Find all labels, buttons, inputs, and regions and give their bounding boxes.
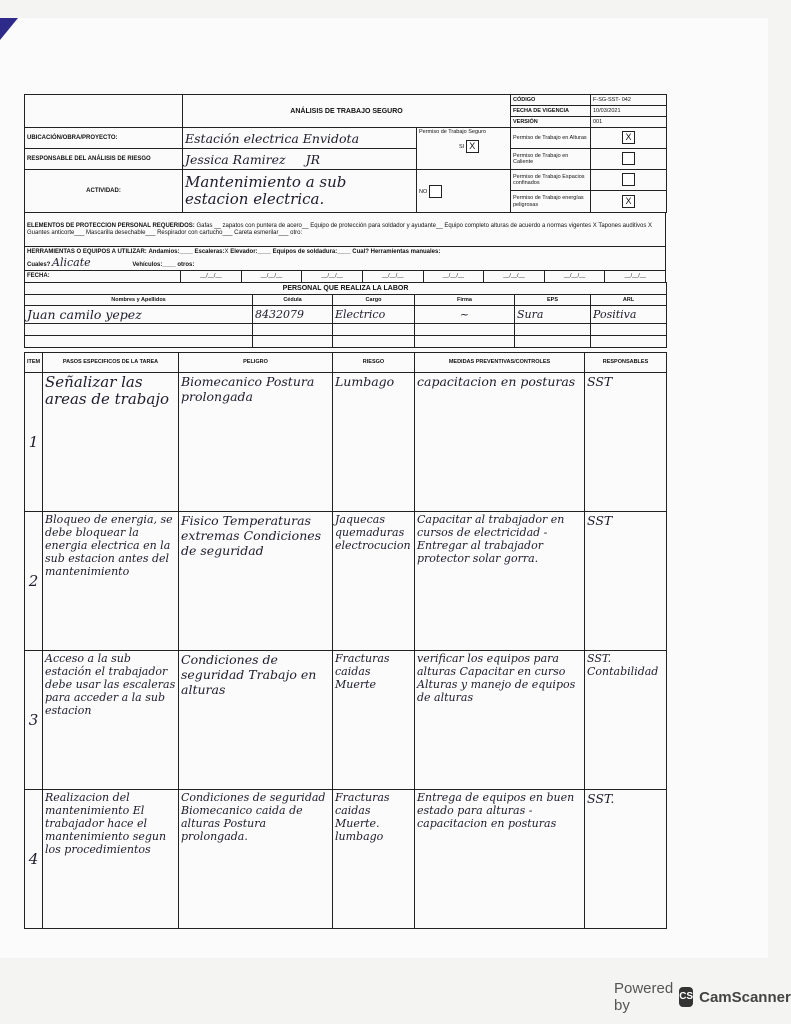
epp-mark-2: X [648,222,653,229]
personal-header-cargo: Cargo [333,295,415,306]
personal-empty-cell [415,324,515,336]
herramientas-label: HERRAMIENTAS O EQUIPOS A UTILIZAR: [27,248,147,255]
personal-empty-cell [515,324,591,336]
personal-empty-cell [253,324,333,336]
personal-empty-cell [515,336,591,348]
herramientas-cell [25,247,666,271]
task-item: 2 [25,512,43,651]
si-label: SI [459,143,465,150]
permiso-seguro-label: Permiso de Trabajo Seguro [419,129,486,135]
task-paso: Bloqueo de energia, se debe bloquear la energia electrica en la sub estacion antes del mantenimiento [43,512,179,651]
task-riesgo: Fracturas caidas Muerte. lumbago [333,790,415,929]
scanned-sheet [0,18,768,958]
personal-firma: ~ [415,306,515,324]
epp-table [24,212,666,271]
fecha-label: FECHA: [25,271,181,283]
task-peligro: Condiciones de seguridad Trabajo en alturas [179,651,333,790]
task-paso: Señalizar las areas de trabajo [43,373,179,512]
tasks-header-peligro: PELIGRO [179,353,333,373]
permiso-alturas-checkbox[interactable]: X [622,131,635,144]
permiso-caliente-box-cell [591,149,667,170]
personal-empty-cell [591,324,667,336]
task-peligro: Biomecanico Postura prolongada [179,373,333,512]
personal-header-cedula: Cédula [253,295,333,306]
permiso-no-cell [417,170,511,213]
fecha-slot-5: __/__/__ [423,271,484,283]
task-responsables: SST [585,373,667,512]
form-title: ANÁLISIS DE TRABAJO SEGURO [183,95,511,128]
task-responsables: SST. [585,790,667,929]
fecha-slot-1: __/__/__ [181,271,242,283]
personal-header-eps: EPS [515,295,591,306]
epp-text-3: Guantes anticorte___ Mascarilla desechable___ Respirador con cartucho___ Careta esmerilar___ otro: [27,229,303,236]
fecha-slot-8: __/__/__ [605,271,666,283]
personal-title: PERSONAL QUE REALIZA LA LABOR [25,283,667,295]
version-label: VERSIÓN [511,117,591,128]
permiso-alturas-box-cell [591,128,667,149]
task-medidas: capacitacion en posturas [415,373,585,512]
personal-cedula: 8432079 [253,306,333,324]
tasks-table [24,352,667,929]
epp-mark-1: X [592,222,597,229]
fecha-slot-6: __/__/__ [484,271,545,283]
escaleras-field: Escaleras: [194,248,225,255]
table-row [25,512,667,651]
otros-field: otros: [177,261,195,268]
task-paso: Acceso a la sub estación el trabajador debe usar las escaleras para acceder a la sub estacion [43,651,179,790]
ats-form [24,94,666,929]
permiso-energias-box-cell [591,191,667,213]
actividad-label: ACTIVIDAD: [25,170,183,213]
tasks-header-riesgo: RIESGO [333,353,415,373]
tasks-header-medidas: MEDIDAS PREVENTIVAS/CONTROLES [415,353,585,373]
ubicacion-label: UBICACIÓN/OBRA/PROYECTO: [25,128,183,149]
soldadura-field: Equipos de soldadura:____ [272,248,351,255]
camscanner-logo-icon: CS [679,987,693,1007]
responsable-signature: JR [305,151,321,167]
permiso-confinados-box-cell [591,170,667,191]
permiso-energias-label: Permiso de Trabajo energías peligrosas [511,191,591,213]
cual-field: Cual? [352,248,369,255]
task-item: 1 [25,373,43,512]
personal-empty-cell [333,336,415,348]
tasks-header-item: ITEM [25,353,43,373]
personal-header-arl: ARL [591,295,667,306]
si-checkbox[interactable]: X [466,140,479,153]
cuales-value: Alicate [52,255,91,269]
escaleras-mark: X [224,248,229,255]
permiso-confinados-label: Permiso de Trabajo Espacios confinados [511,170,591,191]
actividad-value: Mantenimiento a sub estacion electrica. [183,170,417,213]
codigo-value: F-SG-SST- 042 [591,95,667,106]
cuales-label: Cuales? [27,261,51,268]
personal-arl: Positiva [591,306,667,324]
powered-by-text: Powered by [614,980,674,1014]
permiso-seguro-cell [417,128,511,170]
task-peligro: Condiciones de seguridad Biomecanico caida de alturas Postura prolongada. [179,790,333,929]
fecha-vigencia-value: 10/03/2021 [591,106,667,117]
personal-nombre: Juan camilo yepez [25,306,253,324]
task-riesgo: Lumbago [333,373,415,512]
personal-eps: Sura [515,306,591,324]
tasks-header-pasos: PASOS ESPECIFICOS DE LA TAREA [43,353,179,373]
no-checkbox[interactable] [429,185,442,198]
andamios-field: Andamios:____ [148,248,193,255]
task-riesgo: Jaquecas quemaduras electrocucion [333,512,415,651]
permiso-caliente-label: Permiso de Trabajo en Caliente [511,149,591,170]
fecha-vigencia-label: FECHA DE VIGENCIA [511,106,591,117]
logo-cell [25,95,183,128]
fecha-slot-7: __/__/__ [544,271,605,283]
epp-text-2: Tapones auditivos [598,222,647,229]
permiso-confinados-checkbox[interactable] [622,173,635,186]
ubicacion-value: Estación electrica Envidota [183,128,417,149]
task-medidas: Entrega de equipos en buen estado para alturas -capacitacion en posturas [415,790,585,929]
personal-table [24,282,667,348]
task-medidas: verificar los equipos para alturas Capacitar en curso Alturas y manejo de equipos de alturas [415,651,585,790]
task-item: 4 [25,790,43,929]
manuales-field: Herramientas manuales: [370,248,441,255]
elevador-field: Elevador:____ [230,248,271,255]
personal-empty-cell [591,336,667,348]
no-label: NO [419,188,428,195]
personal-empty-cell [333,324,415,336]
fecha-slot-2: __/__/__ [241,271,302,283]
epp-label: ELEMENTOS DE PROTECCION PERSONAL REQUERIDOS: [27,222,195,229]
personal-empty-cell [253,336,333,348]
table-row [25,790,667,929]
task-responsables: SST [585,512,667,651]
permiso-caliente-checkbox[interactable] [622,152,635,165]
camscanner-watermark [614,980,791,1014]
personal-header-nombre: Nombres y Apellidos [25,295,253,306]
fecha-slot-4: __/__/__ [362,271,423,283]
personal-empty-cell [25,336,253,348]
version-value: 001 [591,117,667,128]
info-table [24,127,667,213]
epp-text-1: Gafas __ zapatos con puntera de acero__ Equipo de protección para soldador y ayudante__ Equipo completo alturas de acuerdo a normas vigentes [196,222,592,229]
responsable-value-cell [183,149,417,170]
task-riesgo: Fracturas caidas Muerte [333,651,415,790]
task-responsables: SST. Contabilidad [585,651,667,790]
permiso-alturas-label: Permiso de Trabajo en Alturas [511,128,591,149]
personal-empty-cell [25,324,253,336]
table-row [25,373,667,512]
header-table [24,94,667,128]
permiso-energias-checkbox[interactable]: X [622,195,635,208]
responsable-label: RESPONSABLE DEL ANÁLISIS DE RIESGO [25,149,183,170]
codigo-label: CÓDIGO [511,95,591,106]
tasks-header-responsables: RESPONSABLES [585,353,667,373]
task-item: 3 [25,651,43,790]
vehiculos-field: Vehículos:____ [132,261,176,268]
camscanner-brand: CamScanner [699,988,791,1006]
personal-cargo: Electrico [333,306,415,324]
task-peligro: Fisico Temperaturas extremas Condiciones de seguridad [179,512,333,651]
fecha-slot-3: __/__/__ [302,271,363,283]
epp-cell [25,213,666,247]
task-paso: Realizacion del mantenimiento El trabajador hace el mantenimiento segun los procedimientos [43,790,179,929]
responsable-value: Jessica Ramirez [185,151,286,167]
personal-empty-cell [415,336,515,348]
table-row [25,651,667,790]
scan-corner-mark [0,18,18,40]
task-medidas: Capacitar al trabajador en cursos de electricidad - Entregar al trabajador protector solar gorra. [415,512,585,651]
personal-header-firma: Firma [415,295,515,306]
